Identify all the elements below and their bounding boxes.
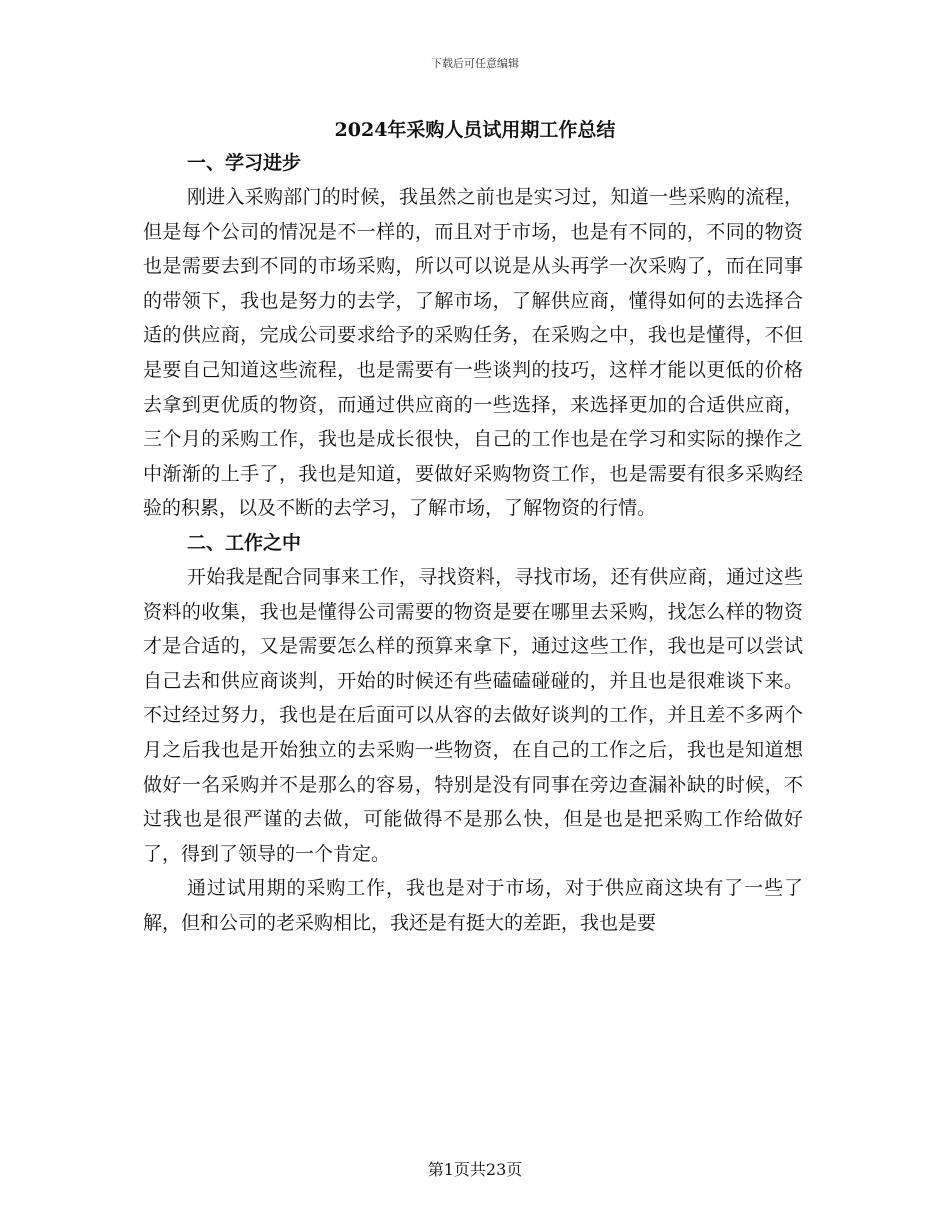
section-heading: 一、学习进步 bbox=[187, 152, 302, 174]
section-study-progress bbox=[143, 146, 803, 526]
page-number-footer: 第1页共23页 bbox=[427, 1160, 523, 1179]
paragraph: 刚进入采购部门的时候，我虽然之前也是实习过，知道一些采购的流程，但是每个公司的情况是不一样的，而且对于市场，也是有不同的，不同的物资也是需要去到不同的市场采购，所以可以说是从头再学一次采购了，而在同事的带领下，我也是努力的去学，了解市场，了解供应商，懂得如何的去选择合适的供应商，完成公司要求给予的采购任务，在采购之中，我也是懂得，不但是要自己知道这些流程，也是需要有一些谈判的技巧，这样才能以更低的价格去拿到更优质的物资，而通过供应商的一些选择，来选择更加的合适供应商，三个月的采购工作，我也是成长很快，自己的工作也是在学习和实际的操作之中渐渐的上手了，我也是知道，要做好采购物资工作，也是需要有很多采购经验的积累，以及不断的去学习，了解市场，了解物资的行情。 bbox=[143, 186, 803, 520]
document-body bbox=[143, 146, 803, 940]
paragraph: 开始我是配合同事来工作，寻找资料，寻找市场，还有供应商，通过这些资料的收集，我也是懂得公司需要的物资是要在哪里去采购，找怎么样的物资才是合适的，又是需要怎么样的预算来拿下，通过这些工作，我也是可以尝试自己去和供应商谈判，开始的时候还有些磕磕碰碰的，并且也是很难谈下来。不过经过努力，我也是在后面可以从容的去做好谈判的工作，并且差不多两个月之后我也是开始独立的去采购一些物资，在自己的工作之后，我也是知道想做好一名采购并不是那么的容易，特别是没有同事在旁边查漏补缺的时候，不过我也是很严谨的去做，可能做得不是那么快，但是也是把采购工作给做好了，得到了领导的一个肯定。 bbox=[143, 565, 803, 865]
section-heading: 二、工作之中 bbox=[187, 531, 302, 554]
section-during-work bbox=[143, 526, 803, 941]
page-header-note: 下载后可任意编辑 bbox=[431, 57, 519, 70]
document-title: 2024年采购人员试用期工作总结 bbox=[334, 119, 616, 141]
paragraph: 通过试用期的采购工作，我也是对于市场，对于供应商这块有了一些了解，但和公司的老采购相比，我还是有挺大的差距，我也是要 bbox=[143, 877, 803, 934]
